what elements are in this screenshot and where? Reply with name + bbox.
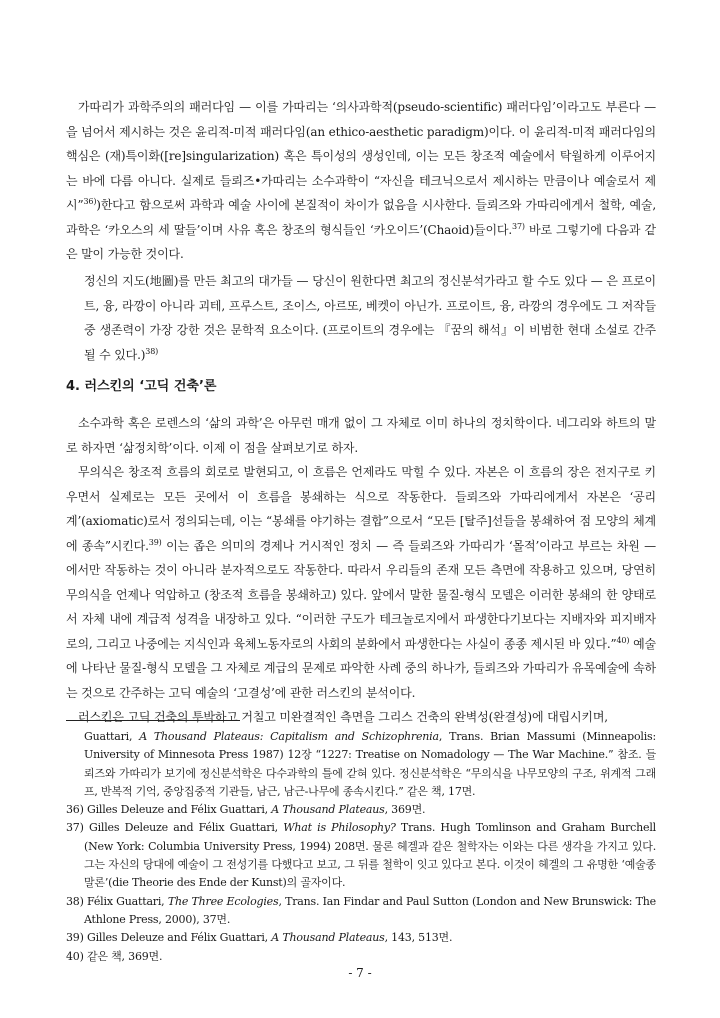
footnote-text: 37) Gilles Deleuze and Félix Guattari, [66, 821, 284, 835]
book-title: A Thousand Plateaus [271, 803, 385, 817]
footnote-text: , 369면. [384, 803, 426, 817]
paragraph-text: 가따리가 과학주의의 패러다임 — 이를 가따리는 ‘의사과학적(pseudo-scientific) 패러다임’이라고도 부른다 — 을 넘어서 제시하는 것은 윤리적-미적 패러다임(an ethico-aesthetic paradigm)이다. 이 윤리적-미적 패러다임의 핵심은 (재)특이화([re]singularization) 혹은 특이성의 생성인데, 이는 모든 창조적 예술에서 탁월하게 이루어지는 바에 다름 아니다. 실제로 들뢰즈•가따리는 소수과학이 “자신을 테크닉으로서 제시하는 만큼이나 예술로서 제시” [66, 100, 656, 212]
footnote-continued [66, 728, 656, 801]
paragraph [66, 411, 656, 460]
footnote-text: Trans. Hugh Tomlinson and Graham Burchell (New York: Columbia University Press, 1994) 208면. 물론 헤겔과 같은 철학자는 이와는 다른 생각을 가지고 있다. 그는 자신의 당대에 예술이 그 전성기를 다했다고 보고, 그 뒤를 철학이 잇고 있다고 본다. 이것이 헤겔의 그 유명한 ‘예술종말론’(die Theorie des Ende der Kunst)의 골자이다. [84, 821, 656, 890]
paragraph-text: 예술에 나타난 물질-형식 모델을 그 자체로 계급의 문제로 파악한 사례 중의 하나가, 들뢰즈와 가따리가 유목예술에 속하는 것으로 간주하는 고딕 예술의 ‘고결성’에 관한 러스킨의 분석이다. [66, 636, 656, 700]
footnote-40: 40) 같은 책, 369면. [66, 949, 163, 963]
footnote-text: , 143, 513면. [384, 931, 453, 945]
footnotes [66, 728, 656, 966]
quote-text: 정신의 지도(地圖)를 만든 최고의 대가들 — 당신이 원한다면 최고의 정신분석가라고 할 수도 있다 — 은 프로이트, 융, 라깡이 아니라 괴테, 프루스트, 조이스, 아르또, 베켓이 아닌가. 프로이트, 융, 라깡의 경우에도 그 저작들 중 생존력이 가장 강한 것은 문학적 요소이다. (프로이트의 경우에는 『꿈의 해석』이 비범한 현대 소설로 간주될 수 있다.) [84, 274, 656, 362]
footnote-ref-38: 38) [145, 346, 159, 356]
paragraph-text: 바로 그렇기에 다음과 같은 말이 가능한 것이다. [66, 222, 656, 261]
footnote-ref-36: 36) [83, 197, 97, 206]
footnote-ref-40: 40) [616, 635, 630, 645]
footnote-ref-39: 39) [148, 537, 162, 547]
paragraph-text: 무의식은 창조적 흐름의 회로로 발현되고, 이 흐름은 언제라도 막힐 수 있다. 자본은 이 흐름의 장은 전지구로 키우면서 실제로는 모든 곳에서 이 흐름을 봉쇄하는 식으로 작동한다. 들뢰즈와 가따리에게서 자본은 ‘공리계’(axiomatic)로서 정의되는데, 이는 “봉쇄를 야기하는 결합”으로서 “모든 [탈주]선들을 봉쇄하여 점 모양의 체계에 종속”시킨다. [66, 465, 656, 553]
paragraph-text: )한다고 함으로써 과학과 예술 사이에 본질적이 차이가 없음을 시사한다. 들뢰즈와 가따리에게서 철학, 예술, 과학은 ‘카오스의 세 딸들’이며 사유 혹은 창조의 형식들인 ‘카오이드’(Chaoid)들이다. [66, 198, 656, 237]
footnote-ref-37: 37) [512, 221, 525, 231]
paragraph-text: 소수과학 혹은 로렌스의 ‘삶의 과학’은 아무런 매개 없이 그 자체로 이미 하나의 정치학이다. 네그리와 하트의 말로 하자면 ‘삶정치학’이다. 이제 이 점을 살펴보기로 하자. [66, 416, 656, 455]
footnote-text: 38) Félix Guattari, [66, 894, 168, 908]
footnote-text: 36) Gilles Deleuze and Félix Guattari, [66, 803, 272, 817]
paragraph-text: 러스킨은 고딕 건축의 투박하고 거칠고 미완결적인 측면을 그리스 건축의 완벽성(완결성)에 대립시키며, [78, 710, 608, 724]
book-title: A Thousand Plateaus [271, 931, 385, 945]
footnote-text: 39) Gilles Deleuze and Félix Guattari, [66, 931, 272, 945]
book-title: What is Philosophy? [283, 821, 396, 835]
book-title: A Thousand Plateaus: Capitalism and Schizophrenia [139, 730, 439, 743]
page-number: - 7 - [348, 966, 372, 980]
section-body [66, 411, 656, 730]
footnote-37 [66, 819, 656, 892]
footnote-38 [66, 893, 656, 930]
footnote-39 [66, 929, 656, 947]
section-heading: 4. 러스킨의 ‘고딕 건축’론 [66, 379, 217, 394]
footnote-text: , Trans. Brian Massumi (Minneapolis: University of Minnesota Press 1987) 12장 “1227: Treatise on Nomadology — The War Machine.” 참조. 들뢰즈와 가따리가 보기에 정신분석학은 다수과학의 틀에 갇혀 있다. 정신분석학은 “무의식을 나무모양의 구조, 위계적 그래프, 반복적 기억, 중앙집중적 기관들, 남근, 남근-나무에 종속시킨다.” 같은 책, 17면. [84, 730, 656, 798]
paragraph [66, 705, 656, 730]
block-quote [84, 269, 656, 367]
intro-paragraph [66, 95, 656, 267]
footnote-text: Guattari, [84, 730, 140, 743]
paragraph-text: 이는 좁은 의미의 경제나 거시적인 정치 — 즉 들뢰즈와 가따리가 ‘몰적’이라고 부르는 차원 — 에서만 작동하는 것이 아니라 분자적으로도 작동한다. 따라서 우리들의 존재 모든 측면에 작용하고 있으며, 당연히 무의식을 언제나 억압하고 (창조적 흐름을 봉쇄하고) 있다. 앞에서 말한 물질-형식 모델은 이러한 봉쇄의 한 양태로서 자체 내에 계급적 성격을 내장하고 있다. “이러한 구도가 테크놀로지에서 파생한다기보다는 지배자와 피지배자로의, 그리고 나중에는 지식인과 육체노동자로의 사회의 분화에서 파생한다는 사실이 종종 제시된 바 있다.” [66, 538, 656, 651]
paragraph [66, 460, 656, 705]
book-title: The Three Ecologies [167, 894, 279, 908]
footnote-divider [66, 720, 240, 721]
footnote-text: , Trans. Ian Findar and Paul Sutton (London and New Brunswick: The Athlone Press, 2000), 37면. [84, 894, 656, 926]
footnote-36 [66, 801, 656, 819]
